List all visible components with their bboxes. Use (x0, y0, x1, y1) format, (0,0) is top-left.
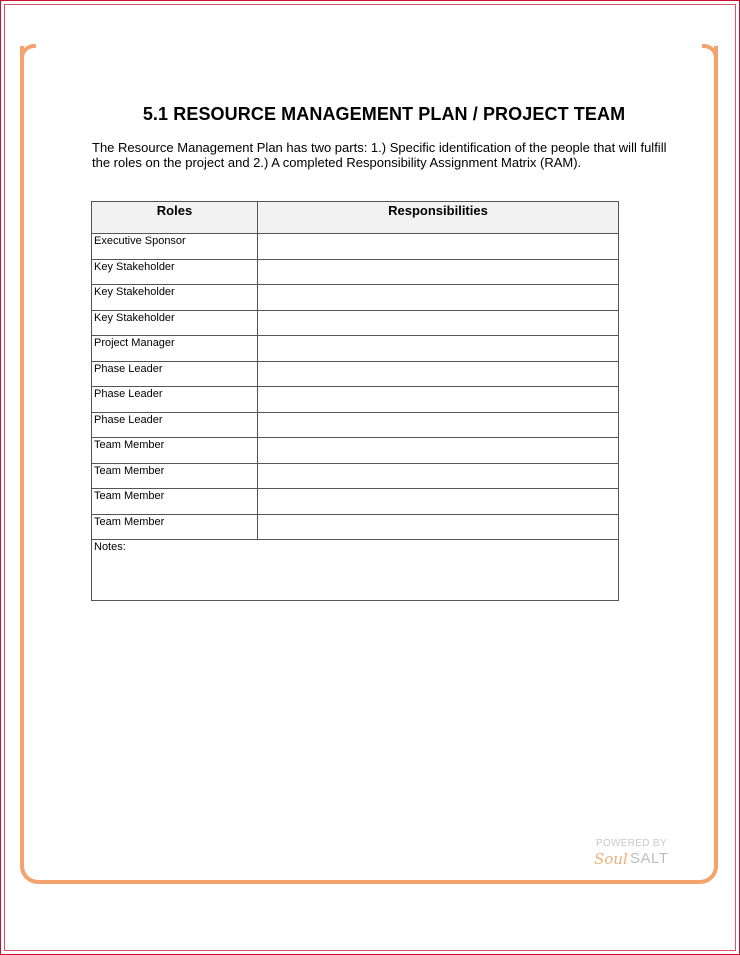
table-row (92, 234, 619, 260)
table-row (92, 336, 619, 362)
intro-paragraph: The Resource Management Plan has two parts: 1.) Specific identification of the people that will fulfill the roles on the project and 2.) A completed Responsibility Assignment Matrix (RAM). (92, 140, 667, 170)
role-cell: Project Manager (92, 336, 258, 362)
responsibility-cell[interactable] (258, 336, 619, 362)
role-cell: Team Member (92, 463, 258, 489)
responsibility-cell[interactable] (258, 463, 619, 489)
responsibility-cell[interactable] (258, 234, 619, 260)
table-row (92, 361, 619, 387)
role-cell: Phase Leader (92, 387, 258, 413)
logo-script-text: Soul (594, 850, 628, 868)
role-cell: Phase Leader (92, 361, 258, 387)
column-header-responsibilities: Responsibilities (258, 202, 619, 234)
table-row (92, 438, 619, 464)
page-title: 5.1 RESOURCE MANAGEMENT PLAN / PROJECT TEAM (142, 104, 626, 124)
role-cell: Key Stakeholder (92, 310, 258, 336)
table-row (92, 285, 619, 311)
role-cell: Team Member (92, 438, 258, 464)
responsibility-cell[interactable] (258, 387, 619, 413)
table-row (92, 387, 619, 413)
sheet-top-gap (36, 44, 702, 50)
logo-word-text: SALT (630, 850, 669, 867)
powered-by-label: POWERED BY (596, 838, 667, 849)
column-header-roles: Roles (92, 202, 258, 234)
responsibility-cell[interactable] (258, 438, 619, 464)
responsibility-cell[interactable] (258, 361, 619, 387)
responsibility-cell[interactable] (258, 489, 619, 515)
responsibility-cell[interactable] (258, 285, 619, 311)
table-row (92, 514, 619, 540)
responsibility-cell[interactable] (258, 259, 619, 285)
table-header-row (92, 202, 619, 234)
role-cell: Team Member (92, 489, 258, 515)
notes-row (92, 540, 619, 601)
role-cell: Team Member (92, 514, 258, 540)
role-cell: Key Stakeholder (92, 285, 258, 311)
role-cell: Executive Sponsor (92, 234, 258, 260)
responsibility-cell[interactable] (258, 412, 619, 438)
table-body (92, 234, 619, 601)
table-row (92, 489, 619, 515)
responsibility-cell[interactable] (258, 514, 619, 540)
responsibility-cell[interactable] (258, 310, 619, 336)
table-row (92, 259, 619, 285)
table-row (92, 310, 619, 336)
ram-table (91, 201, 619, 601)
table-row (92, 412, 619, 438)
powered-by-logo (594, 838, 674, 872)
role-cell: Key Stakeholder (92, 259, 258, 285)
role-cell: Phase Leader (92, 412, 258, 438)
table-row (92, 463, 619, 489)
notes-cell[interactable]: Notes: (92, 540, 619, 601)
